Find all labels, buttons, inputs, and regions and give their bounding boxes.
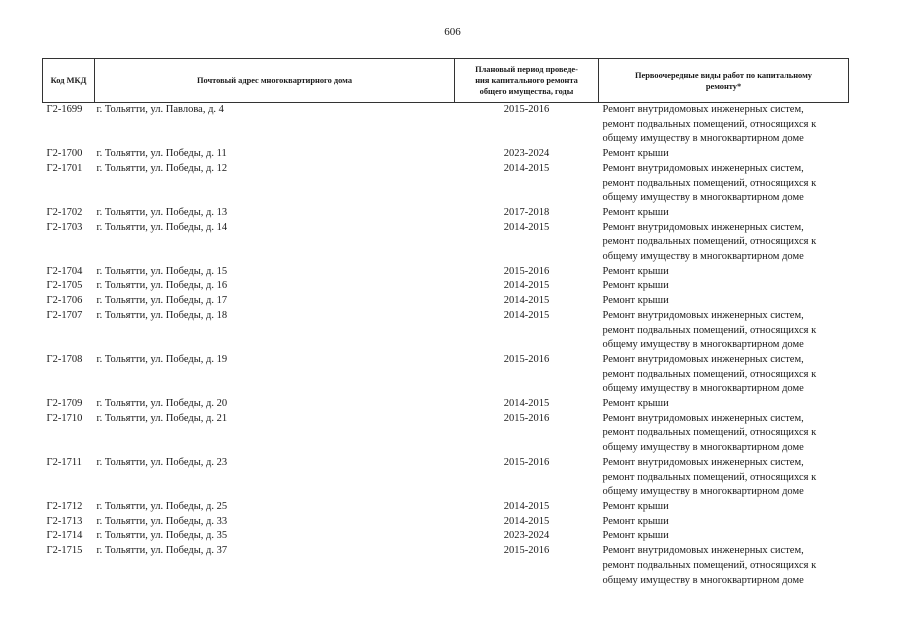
mkd-code-cell: Г2-1711 xyxy=(46,456,82,468)
address-cell: г. Тольятти, ул. Победы, д. 20 xyxy=(96,398,228,410)
period-cell: 2015-2016 xyxy=(503,545,550,557)
works-cell xyxy=(599,456,849,500)
works-line: ремонт подвальных помещений, относящихся к xyxy=(602,324,817,336)
period-cell: 2015-2016 xyxy=(503,104,550,115)
works-line: Ремонт крыши xyxy=(602,295,669,307)
works-cell xyxy=(599,412,849,456)
works-line: Ремонт внутридомовых инженерных систем, xyxy=(602,221,804,233)
address-cell: г. Тольятти, ул. Победы, д. 25 xyxy=(96,500,228,512)
works-cell xyxy=(599,265,849,280)
works-line: Ремонт крыши xyxy=(602,530,669,542)
works-line: Ремонт внутридомовых инженерных систем, xyxy=(602,456,804,468)
header-period-line: общего имущества, годы xyxy=(479,87,574,96)
table-row xyxy=(43,544,849,588)
table-row xyxy=(43,353,849,397)
mkd-code-cell: Г2-1703 xyxy=(46,221,83,233)
table-row xyxy=(43,412,849,456)
period-cell: 2023-2024 xyxy=(503,530,550,542)
address-cell: г. Тольятти, ул. Победы, д. 14 xyxy=(96,221,228,233)
works-line: Ремонт крыши xyxy=(602,265,669,277)
works-line: ремонт подвальных помещений, относящихся к xyxy=(602,236,817,248)
table-row xyxy=(43,147,849,162)
works-cell xyxy=(599,147,849,162)
mkd-code-cell: Г2-1713 xyxy=(46,515,83,527)
mkd-code-cell: Г2-1701 xyxy=(46,162,83,174)
address-cell: г. Тольятти, ул. Павлова, д. 4 xyxy=(96,104,224,115)
works-cell xyxy=(599,544,849,588)
mkd-code-cell: Г2-1699 xyxy=(46,104,83,115)
works-line: общему имуществу в многоквартирном доме xyxy=(602,574,804,586)
mkd-code-cell: Г2-1705 xyxy=(46,280,83,292)
works-cell xyxy=(599,515,849,530)
period-cell: 2014-2015 xyxy=(503,280,550,292)
header-works-line: Первоочередные виды работ по капитальному xyxy=(635,70,812,80)
works-line: Ремонт крыши xyxy=(602,398,669,410)
table-row xyxy=(43,162,849,206)
works-line: ремонт подвальных помещений, относящихся к xyxy=(602,118,817,130)
works-cell xyxy=(599,279,849,294)
mkd-code-cell: Г2-1702 xyxy=(46,206,83,218)
works-line: Ремонт крыши xyxy=(602,206,669,218)
address-cell: г. Тольятти, ул. Победы, д. 15 xyxy=(96,265,228,277)
works-cell xyxy=(599,206,849,221)
table-row xyxy=(43,221,849,265)
works-line: Ремонт крыши xyxy=(602,148,669,160)
works-cell xyxy=(599,309,849,353)
address-cell: г. Тольятти, ул. Победы, д. 12 xyxy=(96,162,228,174)
table-row xyxy=(43,206,849,221)
address-cell: г. Тольятти, ул. Победы, д. 17 xyxy=(96,295,228,307)
works-line: общему имуществу в многоквартирном доме xyxy=(602,133,804,145)
header-address: Почтовый адрес многоквартирного дома xyxy=(95,59,455,103)
address-cell: г. Тольятти, ул. Победы, д. 35 xyxy=(96,530,228,542)
works-line: общему имуществу в многоквартирном доме xyxy=(602,486,804,498)
period-cell: 2014-2015 xyxy=(503,162,550,174)
table-row xyxy=(43,309,849,353)
period-cell: 2017-2018 xyxy=(503,206,550,218)
works-line: общему имуществу в многоквартирном доме xyxy=(602,442,804,454)
works-line: общему имуществу в многоквартирном доме xyxy=(602,251,804,263)
mkd-code-cell: Г2-1700 xyxy=(46,148,83,160)
mkd-code-cell: Г2-1712 xyxy=(46,500,83,512)
works-line: Ремонт крыши xyxy=(602,515,669,527)
works-line: Ремонт внутридомовых инженерных систем, xyxy=(602,309,804,321)
works-line: ремонт подвальных помещений, относящихся к xyxy=(602,368,817,380)
works-line: ремонт подвальных помещений, относящихся к xyxy=(602,471,817,483)
works-line: ремонт подвальных помещений, относящихся к xyxy=(602,559,817,571)
period-cell: 2015-2016 xyxy=(503,412,550,424)
works-cell xyxy=(599,529,849,544)
header-works-line: ремонту* xyxy=(705,81,742,91)
table-row xyxy=(43,294,849,309)
address-cell: г. Тольятти, ул. Победы, д. 23 xyxy=(96,456,228,468)
address-cell: г. Тольятти, ул. Победы, д. 11 xyxy=(96,148,227,160)
page-number: 606 xyxy=(444,26,461,38)
works-line: Ремонт внутридомовых инженерных систем, xyxy=(602,353,804,365)
table-row xyxy=(43,265,849,280)
table-body xyxy=(43,103,849,589)
period-cell: 2015-2016 xyxy=(503,265,550,277)
period-cell: 2015-2016 xyxy=(503,353,550,365)
period-cell: 2014-2015 xyxy=(503,221,550,233)
works-line: ремонт подвальных помещений, относящихся к xyxy=(602,177,817,189)
header-code: Код МКД xyxy=(43,59,95,103)
works-cell xyxy=(599,353,849,397)
period-cell: 2014-2015 xyxy=(503,398,550,410)
mkd-code-cell: Г2-1707 xyxy=(46,309,83,321)
header-period-line: Плановый период проведе- xyxy=(475,65,578,74)
period-cell: 2023-2024 xyxy=(503,148,550,160)
table-row xyxy=(43,500,849,515)
address-cell: г. Тольятти, ул. Победы, д. 33 xyxy=(96,515,228,527)
address-cell: г. Тольятти, ул. Победы, д. 21 xyxy=(96,412,228,424)
period-cell: 2014-2015 xyxy=(503,309,550,321)
header-works xyxy=(599,59,849,103)
works-cell xyxy=(599,397,849,412)
address-cell: г. Тольятти, ул. Победы, д. 16 xyxy=(96,280,228,292)
period-cell: 2014-2015 xyxy=(503,500,550,512)
table-row xyxy=(43,397,849,412)
mkd-code-cell: Г2-1704 xyxy=(46,265,83,277)
table-row xyxy=(43,279,849,294)
mkd-code-cell: Г2-1710 xyxy=(46,412,83,424)
mkd-code-cell: Г2-1706 xyxy=(46,295,83,307)
works-line: общему имуществу в многоквартирном доме xyxy=(602,339,804,351)
mkd-code-cell: Г2-1709 xyxy=(46,398,83,410)
address-cell: г. Тольятти, ул. Победы, д. 18 xyxy=(96,309,228,321)
period-cell: 2015-2016 xyxy=(503,456,550,468)
period-cell: 2014-2015 xyxy=(503,515,550,527)
works-cell xyxy=(599,103,849,148)
works-cell xyxy=(599,294,849,309)
works-line: общему имуществу в многоквартирном доме xyxy=(602,192,804,204)
works-line: ремонт подвальных помещений, относящихся к xyxy=(602,427,817,439)
works-line: общему имуществу в многоквартирном доме xyxy=(602,383,804,395)
works-cell xyxy=(599,221,849,265)
works-cell xyxy=(599,500,849,515)
table-row xyxy=(43,515,849,530)
table-header-row xyxy=(43,59,849,103)
works-line: Ремонт внутридомовых инженерных систем, xyxy=(602,412,804,424)
works-line: Ремонт внутридомовых инженерных систем, xyxy=(602,162,804,174)
header-period-line: ния капитального ремонта xyxy=(475,76,578,85)
address-cell: г. Тольятти, ул. Победы, д. 37 xyxy=(96,545,228,557)
mkd-code-cell: Г2-1708 xyxy=(46,353,83,365)
table-row xyxy=(43,529,849,544)
works-cell xyxy=(599,162,849,206)
works-line: Ремонт внутридомовых инженерных систем, xyxy=(602,104,804,115)
works-line: Ремонт крыши xyxy=(602,280,669,292)
header-period xyxy=(455,59,599,103)
address-cell: г. Тольятти, ул. Победы, д. 19 xyxy=(96,353,228,365)
mkd-code-cell: Г2-1714 xyxy=(46,530,83,542)
address-cell: г. Тольятти, ул. Победы, д. 13 xyxy=(96,206,228,218)
works-line: Ремонт внутридомовых инженерных систем, xyxy=(602,545,804,557)
period-cell: 2014-2015 xyxy=(503,295,550,307)
table-row xyxy=(43,103,849,148)
capital-repair-table xyxy=(42,58,849,588)
works-line: Ремонт крыши xyxy=(602,500,669,512)
mkd-code-cell: Г2-1715 xyxy=(46,545,83,557)
table-row xyxy=(43,456,849,500)
